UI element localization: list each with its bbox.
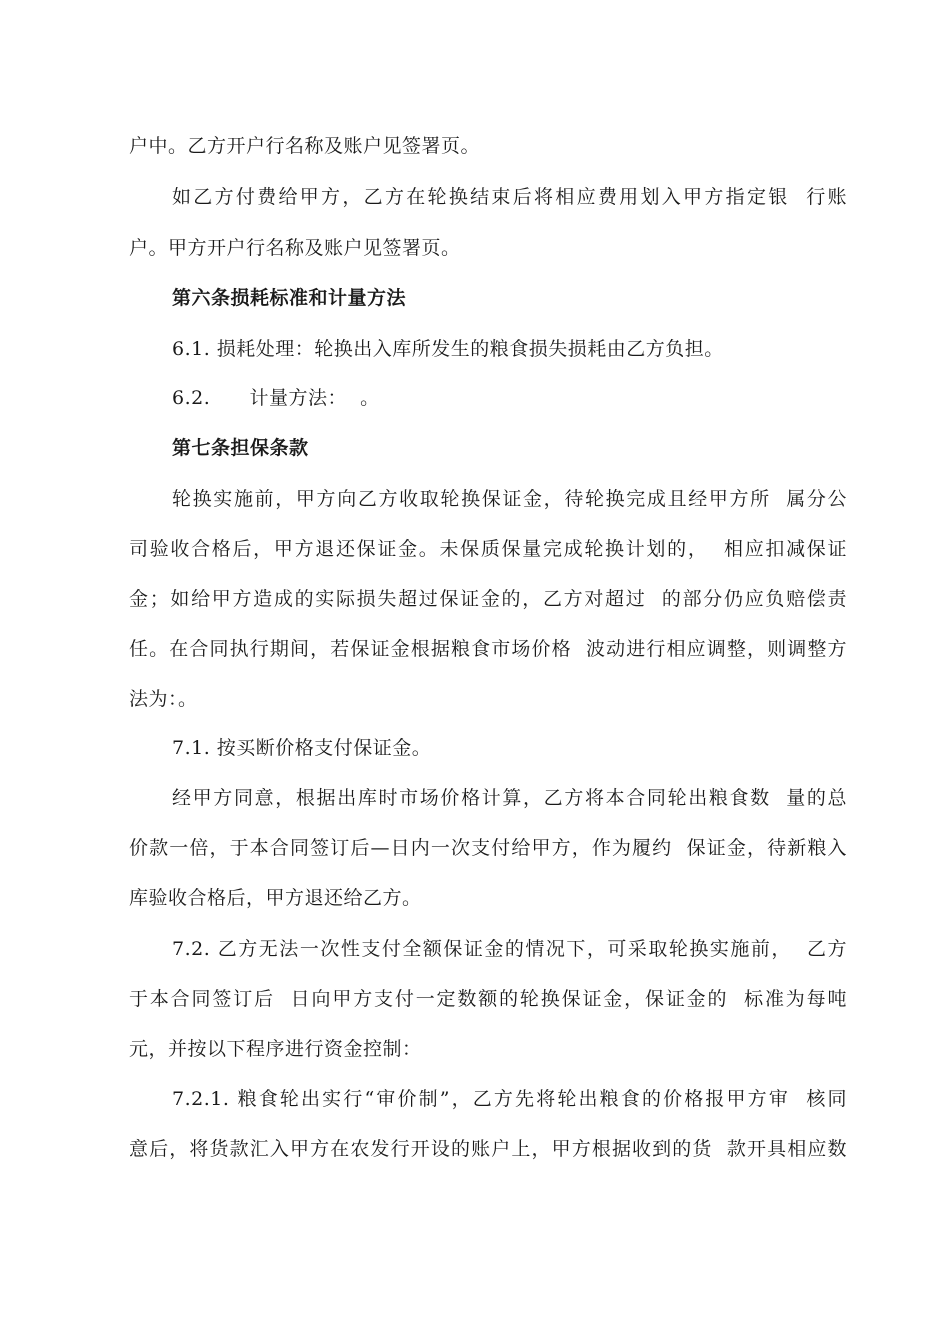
clause-line: 7.1. 按买断价格支付保证金。 bbox=[172, 737, 432, 759]
clause-line: 7.2. 乙方无法一次性支付全额保证金的情况下，可采取轮换实施前， 乙方 bbox=[172, 938, 847, 960]
paragraph-line: 户中。乙方开户行名称及账户见签署页。 bbox=[129, 135, 481, 157]
section-heading: 第六条损耗标准和计量方法 bbox=[172, 287, 407, 309]
paragraph-line: 元，并按以下程序进行资金控制： bbox=[129, 1038, 422, 1060]
paragraph-line: 法为：。 bbox=[129, 688, 198, 710]
clause-line: 6.1. 损耗处理：轮换出入库所发生的粮食损失损耗由乙方负担。 bbox=[172, 338, 724, 360]
paragraph-line: 司验收合格后，甲方退还保证金。未保质保量完成轮换计划的， 相应扣减保证 bbox=[129, 538, 847, 560]
paragraph-line: 如乙方付费给甲方，乙方在轮换结束后将相应费用划入甲方指定银 行账 bbox=[172, 186, 847, 208]
paragraph-line: 任。在合同执行期间，若保证金根据粮食市场价格 波动进行相应调整，则调整方 bbox=[129, 638, 847, 660]
paragraph-line: 价款一倍，于本合同签订后—日内一次支付给甲方，作为履约 保证金，待新粮入 bbox=[129, 837, 847, 859]
section-heading: 第七条担保条款 bbox=[172, 437, 309, 459]
paragraph-line: 金；如给甲方造成的实际损失超过保证金的，乙方对超过 的部分仍应负赔偿责 bbox=[129, 588, 847, 610]
paragraph-line: 轮换实施前，甲方向乙方收取轮换保证金，待轮换完成且经甲方所 属分公 bbox=[172, 488, 847, 510]
paragraph-line: 户。甲方开户行名称及账户见签署页。 bbox=[129, 237, 461, 259]
paragraph-line: 库验收合格后，甲方退还给乙方。 bbox=[129, 887, 422, 909]
paragraph-line: 于本合同签订后 日向甲方支付一定数额的轮换保证金，保证金的 标准为每吨 bbox=[129, 988, 847, 1010]
clause-line: 7.2.1. 粮食轮出实行“审价制”，乙方先将轮出粮食的价格报甲方审 核同 bbox=[172, 1088, 847, 1110]
paragraph-line: 意后，将货款汇入甲方在农发行开设的账户上，甲方根据收到的货 款开具相应数 bbox=[129, 1138, 847, 1160]
paragraph-line: 经甲方同意，根据出库时市场价格计算，乙方将本合同轮出粮食数 量的总 bbox=[172, 787, 847, 809]
clause-line: 6.2. 计量方法： 。 bbox=[172, 387, 380, 409]
